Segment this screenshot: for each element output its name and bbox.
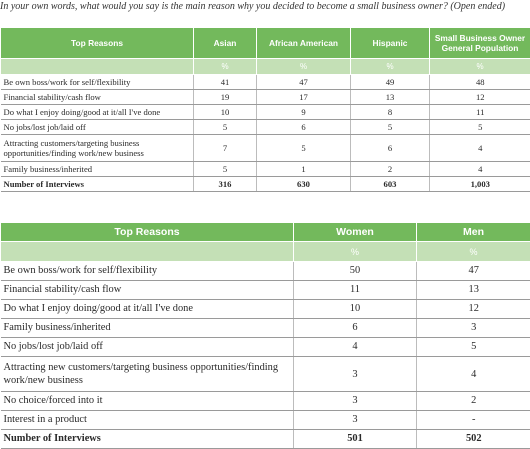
reasons-by-gender-table	[0, 222, 530, 449]
percent-label: %	[294, 242, 417, 262]
row-label: Do what I enjoy doing/good at it/all I've done	[1, 105, 194, 120]
cell-value: 5	[194, 120, 257, 135]
cell-value: 5	[257, 135, 351, 162]
total-value: 502	[417, 430, 530, 449]
row-label: Be own boss/work for self/flexibility	[1, 75, 194, 90]
col-header-top-reasons: Top Reasons	[1, 223, 294, 242]
percent-row	[1, 59, 530, 75]
col-header-african-american: African American	[257, 28, 351, 59]
cell-value: 17	[257, 90, 351, 105]
percent-label: %	[194, 59, 257, 75]
cell-value: 4	[430, 135, 530, 162]
cell-value: 3	[294, 392, 417, 411]
col-header-top-reasons: Top Reasons	[1, 28, 194, 59]
row-label: Family business/inherited	[1, 162, 194, 177]
col-header-women: Women	[294, 223, 417, 242]
percent-label: %	[430, 59, 530, 75]
total-label: Number of Interviews	[1, 430, 294, 449]
row-label: Do what I enjoy doing/good at it/all I've done	[1, 300, 294, 319]
cell-value: 6	[257, 120, 351, 135]
table-row	[1, 338, 530, 357]
cell-value: -	[417, 411, 530, 430]
total-value: 316	[194, 177, 257, 192]
percent-label: %	[417, 242, 530, 262]
row-label: Attracting customers/targeting business opportunities/finding work/new business	[1, 135, 194, 162]
cell-value: 5	[430, 120, 530, 135]
cell-value: 41	[194, 75, 257, 90]
cell-value: 2	[351, 162, 430, 177]
cell-value: 49	[351, 75, 430, 90]
table-row	[1, 319, 530, 338]
table-row	[1, 262, 530, 281]
cell-value: 13	[417, 281, 530, 300]
table-row	[1, 392, 530, 411]
cell-value: 11	[294, 281, 417, 300]
cell-value: 12	[417, 300, 530, 319]
cell-value: 3	[294, 411, 417, 430]
total-value: 1,003	[430, 177, 530, 192]
total-value: 630	[257, 177, 351, 192]
col-header-men: Men	[417, 223, 530, 242]
table-row	[1, 105, 530, 120]
cell-value: 48	[430, 75, 530, 90]
cell-value: 2	[417, 392, 530, 411]
row-label: No jobs/lost job/laid off	[1, 120, 194, 135]
table-row	[1, 135, 530, 162]
col-header-hispanic: Hispanic	[351, 28, 430, 59]
table-row	[1, 120, 530, 135]
percent-label-blank	[1, 242, 294, 262]
row-label: No choice/forced into it	[1, 392, 294, 411]
table-row	[1, 300, 530, 319]
table-row	[1, 75, 530, 90]
cell-value: 5	[417, 338, 530, 357]
table-row	[1, 357, 530, 392]
row-label: Financial stability/cash flow	[1, 90, 194, 105]
cell-value: 5	[194, 162, 257, 177]
col-header-small-business-owner: Small Business Owner General Population	[430, 28, 530, 59]
reasons-by-ethnicity-table	[0, 27, 530, 192]
cell-value: 3	[417, 319, 530, 338]
row-label: Be own boss/work for self/flexibility	[1, 262, 294, 281]
cell-value: 3	[294, 357, 417, 392]
total-value: 603	[351, 177, 430, 192]
total-row	[1, 430, 530, 449]
table-row	[1, 411, 530, 430]
table-row	[1, 281, 530, 300]
survey-question: In your own words, what would you say is the main reason why you decided to become a small business owner? (Open ended)	[0, 0, 530, 14]
cell-value: 50	[294, 262, 417, 281]
cell-value: 12	[430, 90, 530, 105]
cell-value: 8	[351, 105, 430, 120]
cell-value: 1	[257, 162, 351, 177]
row-label: Financial stability/cash flow	[1, 281, 294, 300]
cell-value: 10	[194, 105, 257, 120]
cell-value: 11	[430, 105, 530, 120]
cell-value: 6	[294, 319, 417, 338]
cell-value: 6	[351, 135, 430, 162]
percent-label: %	[257, 59, 351, 75]
cell-value: 4	[417, 357, 530, 392]
row-label: Family business/inherited	[1, 319, 294, 338]
cell-value: 13	[351, 90, 430, 105]
row-label: Interest in a product	[1, 411, 294, 430]
cell-value: 4	[294, 338, 417, 357]
percent-label-blank	[1, 59, 194, 75]
cell-value: 5	[351, 120, 430, 135]
cell-value: 7	[194, 135, 257, 162]
total-value: 501	[294, 430, 417, 449]
cell-value: 19	[194, 90, 257, 105]
cell-value: 10	[294, 300, 417, 319]
row-label: Attracting new customers/targeting business opportunities/finding work/new business	[1, 357, 294, 392]
cell-value: 9	[257, 105, 351, 120]
cell-value: 4	[430, 162, 530, 177]
cell-value: 47	[417, 262, 530, 281]
percent-label: %	[351, 59, 430, 75]
table-row	[1, 162, 530, 177]
total-label: Number of Interviews	[1, 177, 194, 192]
cell-value: 47	[257, 75, 351, 90]
table-row	[1, 90, 530, 105]
col-header-asian: Asian	[194, 28, 257, 59]
percent-row	[1, 242, 530, 262]
row-label: No jobs/lost job/laid off	[1, 338, 294, 357]
total-row	[1, 177, 530, 192]
